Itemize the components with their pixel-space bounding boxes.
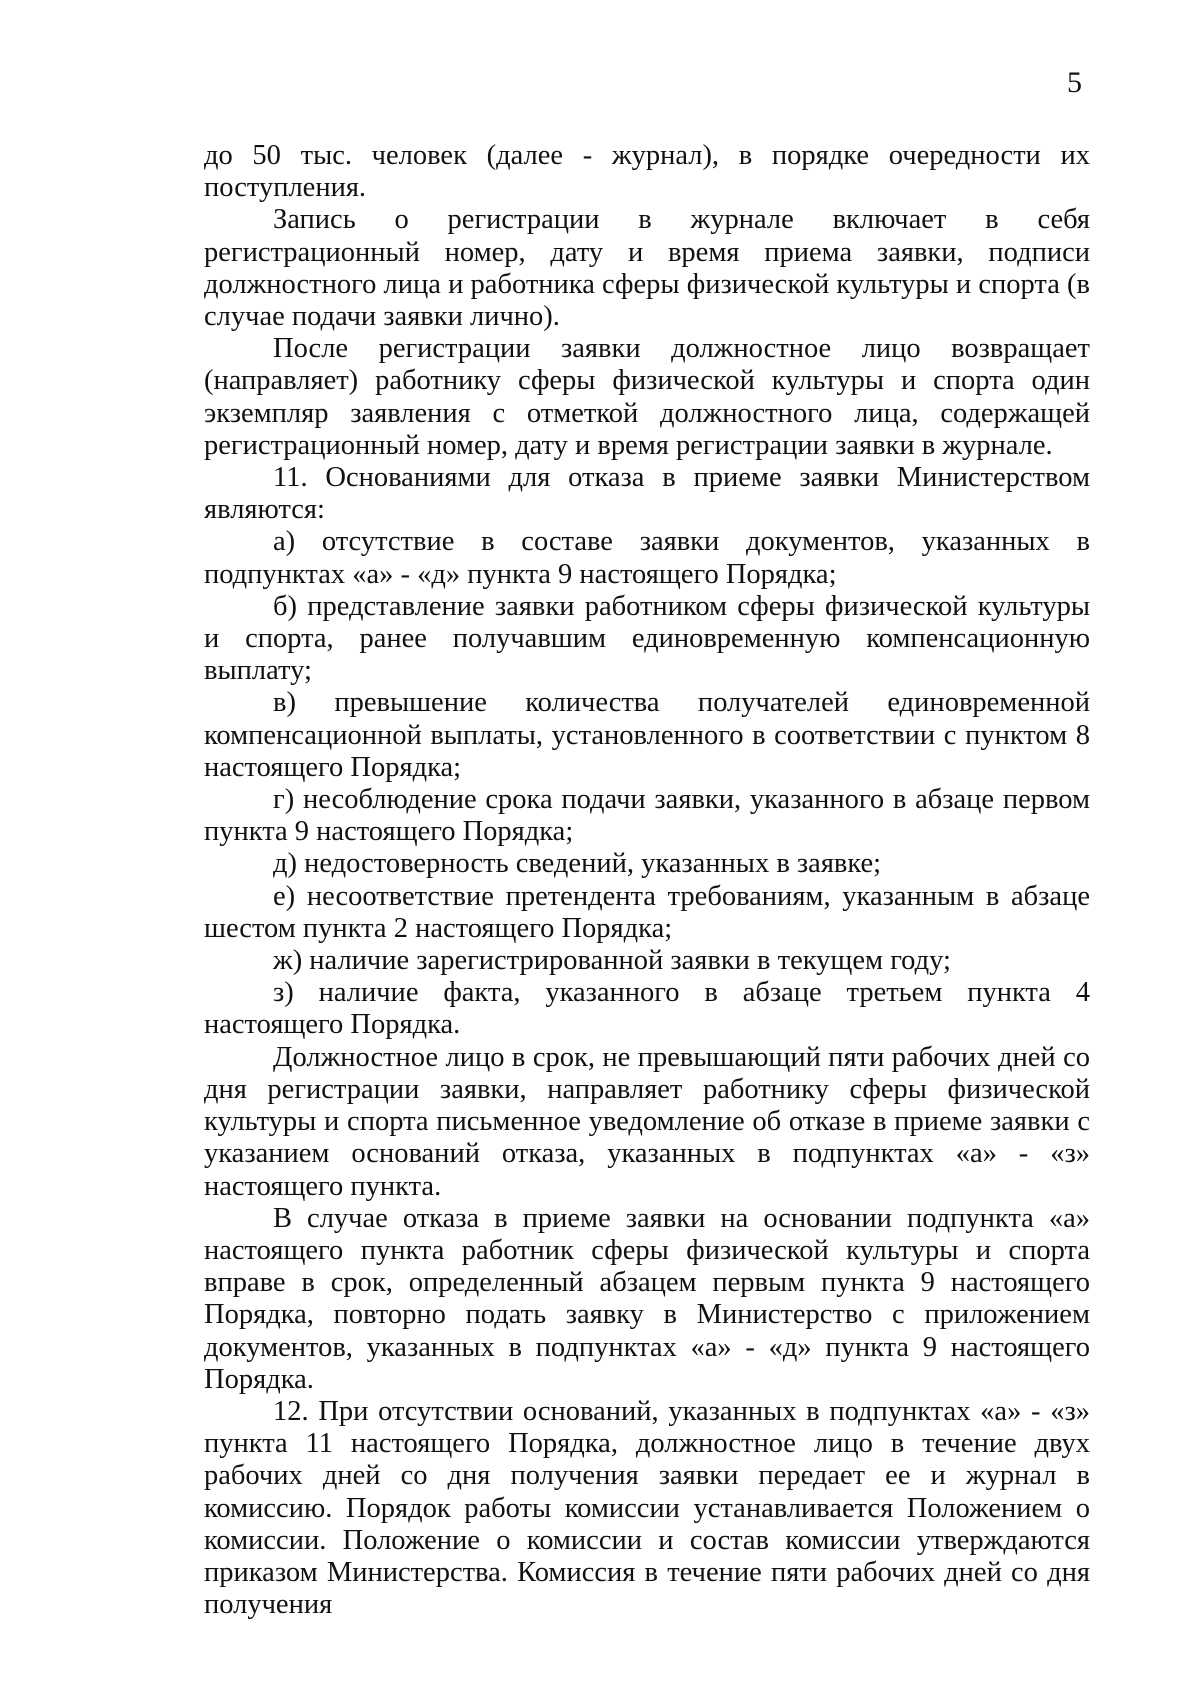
- paragraph-refusal-notice: Должностное лицо в срок, не превышающий пяти рабочих дней со дня регистрации заявки, направляет работнику сферы физической культуры и спорта письменное уведомление об отказе в приеме заявки с указанием оснований отказа, указанных в подпунктах «а» - «з» настоящего пункта.: [204, 1041, 1090, 1202]
- paragraph-after-registration: После регистрации заявки должностное лицо возвращает (направляет) работнику сферы физической культуры и спорта один экземпляр заявления с отметкой должностного лица, содержащей регистрационный номер, дату и время регистрации заявки в журнале.: [204, 333, 1090, 461]
- subparagraph-g: г) несоблюдение срока подачи заявки, указанного в абзаце первом пункта 9 настоящего Порядка;: [204, 784, 1090, 848]
- subparagraph-z: з) наличие факта, указанного в абзаце третьем пункта 4 настоящего Порядка.: [204, 977, 1090, 1041]
- document-body: [204, 140, 1090, 1621]
- paragraph-resubmission: В случае отказа в приеме заявки на основании подпункта «а» настоящего пункта работник сферы физической культуры и спорта вправе в срок, определенный абзацем первым пункта 9 настоящего Порядка, повторно подать заявку в Министерство с приложением документов, указанных в подпунктах «а» - «д» пункта 9 настоящего Порядка.: [204, 1202, 1090, 1395]
- subparagraph-a: а) отсутствие в составе заявки документов, указанных в подпунктах «а» - «д» пункта 9 настоящего Порядка;: [204, 526, 1090, 590]
- page-number: 5: [1067, 66, 1082, 99]
- paragraph-registration-record: Запись о регистрации в журнале включает в себя регистрационный номер, дату и время приема заявки, подписи должностного лица и работника сферы физической культуры и спорта (в случае подачи заявки лично).: [204, 204, 1090, 333]
- subparagraph-v: в) превышение количества получателей единовременной компенсационной выплаты, установленного в соответствии с пунктом 8 настоящего Порядка;: [204, 687, 1090, 783]
- subparagraph-e: е) несоответствие претендента требованиям, указанным в абзаце шестом пункта 2 настоящего Порядка;: [204, 880, 1090, 944]
- subparagraph-zh: ж) наличие зарегистрированной заявки в текущем году;: [273, 945, 951, 977]
- paragraph-clause-12: 12. При отсутствии оснований, указанных в подпунктах «а» - «з» пункта 11 настоящего Порядка, должностное лицо в течение двух рабочих дней со дня получения заявки передает ее и журнал в комиссию. Порядок работы комиссии устанавливается Положением о комиссии. Положение о комиссии и состав комиссии утверждаются приказом Министерства. Комиссия в течение пяти рабочих дней со дня получения: [204, 1395, 1090, 1621]
- paragraph-clause-11: 11. Основаниями для отказа в приеме заявки Министерством являются:: [204, 462, 1090, 526]
- subparagraph-b: б) представление заявки работником сферы физической культуры и спорта, ранее получавшим единовременную компенсационную выплату;: [204, 590, 1090, 687]
- paragraph-continuation: до 50 тыс. человек (далее - журнал), в порядке очередности их поступления.: [204, 140, 1090, 204]
- subparagraph-d: д) недостоверность сведений, указанных в заявке;: [273, 848, 882, 880]
